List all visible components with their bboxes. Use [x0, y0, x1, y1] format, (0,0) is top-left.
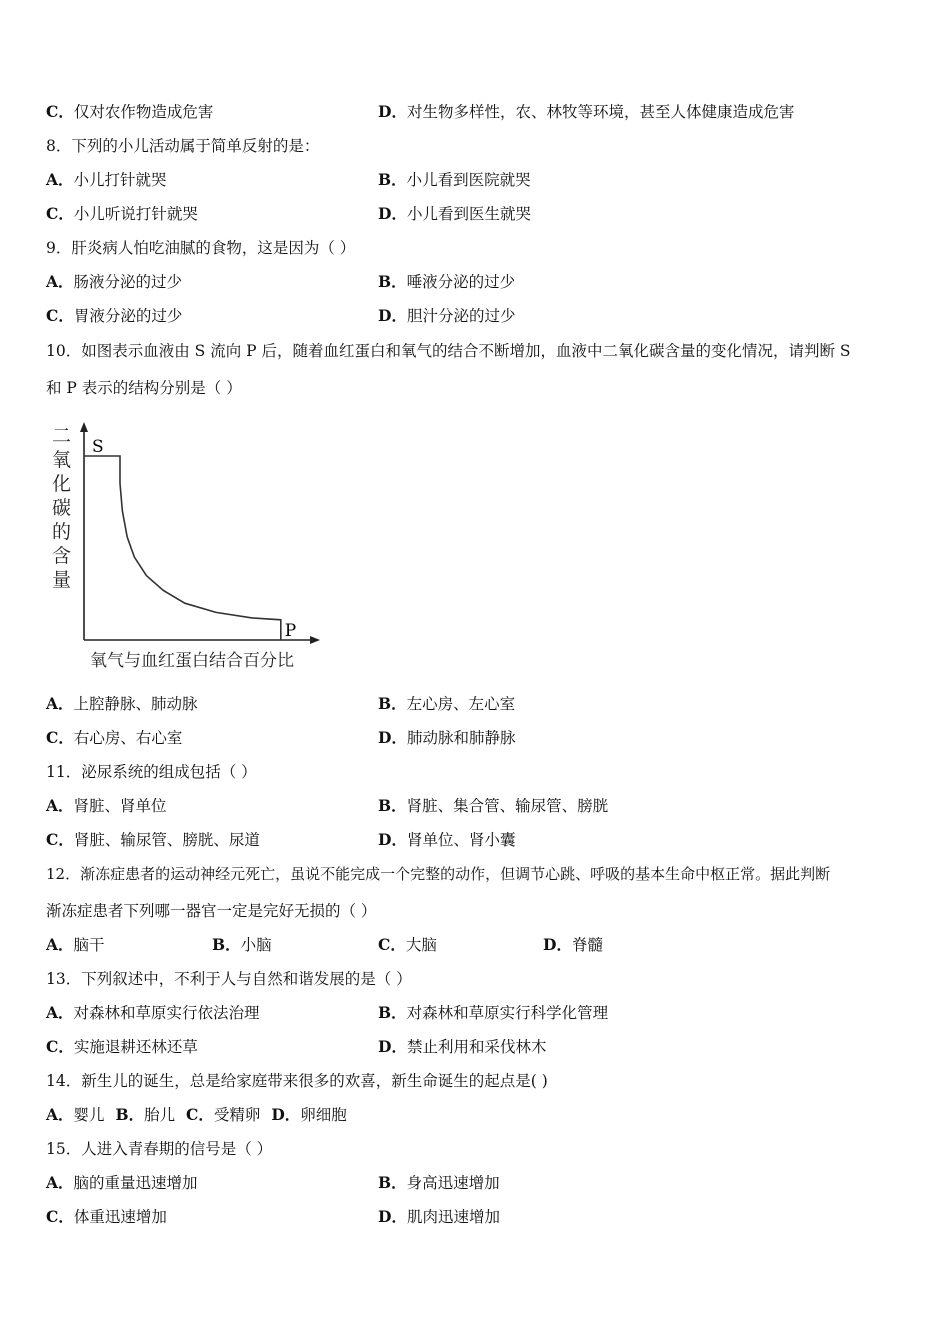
- x-axis-arrow: [310, 636, 320, 644]
- q9-option-d: [378, 306, 515, 326]
- q10-option-c-text: 右心房、右心室: [73, 729, 183, 747]
- q13-option-b: [378, 1003, 608, 1023]
- y-axis-label: [52, 425, 71, 591]
- q12-option-b-label: B．: [212, 935, 241, 954]
- q11-option-d: [378, 830, 515, 850]
- q10-option-b-text: 左心房、左心室: [406, 695, 516, 713]
- q9-option-a-label: A．: [46, 272, 74, 291]
- q13-option-b-label: B．: [378, 1003, 407, 1022]
- y-axis-label-char: 的: [52, 521, 72, 543]
- q15-stem: 15．人进入青春期的信号是（ ）: [46, 1140, 273, 1158]
- co2-curve: [84, 456, 281, 640]
- x-axis-label: 氧气与血红蛋白结合百分比: [90, 651, 294, 671]
- q14-option-c-text: 受精卵: [213, 1106, 261, 1124]
- q9-option-c-text: 胃液分泌的过少: [73, 307, 183, 325]
- q12-option-d-label: D．: [543, 935, 572, 954]
- point-label-p: P: [284, 620, 297, 641]
- q9-option-a-text: 肠液分泌的过少: [73, 273, 183, 291]
- q11-option-c: [46, 830, 260, 850]
- q14-option-d-label: D．: [271, 1105, 301, 1124]
- q7-option-d-label: D．: [378, 102, 407, 121]
- q15-option-c: [46, 1207, 167, 1227]
- q12-option-b-text: 小脑: [240, 936, 272, 954]
- q13-option-c-label: C．: [46, 1037, 74, 1056]
- q11-option-d-text: 肾单位、肾小囊: [406, 831, 516, 849]
- q8-stem: 8．下列的小儿活动属于简单反射的是：: [46, 137, 320, 155]
- q13-option-d-label: D．: [378, 1037, 407, 1056]
- q7-option-c-label: C．: [46, 102, 74, 121]
- q14-option-b-label: B．: [115, 1105, 145, 1124]
- q11-option-c-label: C．: [46, 830, 74, 849]
- q7-option-d: [378, 102, 794, 122]
- q12-option-a-label: A．: [46, 935, 74, 954]
- q11-option-a-text: 肾脏、肾单位: [73, 797, 167, 815]
- q13-option-c: [46, 1037, 198, 1057]
- q10-option-a-text: 上腔静脉、肺动脉: [73, 695, 198, 713]
- q7-option-c-text: 仅对农作物造成危害: [73, 103, 214, 121]
- q10-option-d-text: 肺动脉和肺静脉: [406, 729, 516, 747]
- q10-option-a-label: A．: [46, 694, 74, 713]
- q15-option-c-text: 体重迅速增加: [73, 1208, 167, 1226]
- q13-stem: 13．下列叙述中，不利于人与自然和谐发展的是（ ）: [46, 970, 412, 988]
- q15-option-a-label: A．: [46, 1173, 74, 1192]
- q8-option-a: [46, 170, 167, 190]
- q14-stem: 14．新生儿的诞生，总是给家庭带来很多的欢喜，新生命诞生的起点是( ): [46, 1072, 548, 1090]
- q14-options: [46, 1105, 347, 1125]
- co2-chart: [40, 420, 340, 680]
- q14-option-c-label: C．: [186, 1105, 214, 1124]
- q15-option-b-text: 身高迅速增加: [406, 1174, 500, 1192]
- q14-option-d-text: 卵细胞: [300, 1106, 347, 1124]
- point-label-s: S: [92, 437, 104, 457]
- q13-option-a-label: A．: [46, 1003, 74, 1022]
- y-axis-label-char: 化: [52, 473, 72, 495]
- q10-option-b-label: B．: [378, 694, 407, 713]
- q12-option-c-label: C．: [378, 935, 406, 954]
- q7-option-c: [46, 102, 213, 122]
- q8-option-c-text: 小儿听说打针就哭: [73, 205, 198, 223]
- q8-option-d-label: D．: [378, 204, 407, 223]
- q15-option-d-text: 肌肉迅速增加: [406, 1208, 500, 1226]
- q10-option-a: [46, 694, 198, 714]
- q13-option-c-text: 实施退耕还林还草: [73, 1038, 198, 1056]
- q9-option-c: [46, 306, 182, 326]
- q11-option-a-label: A．: [46, 796, 74, 815]
- q10-option-c-label: C．: [46, 728, 74, 747]
- q13-option-a-text: 对森林和草原实行依法治理: [73, 1004, 260, 1022]
- q12-option-c-text: 大脑: [405, 936, 437, 954]
- q7-option-d-text: 对生物多样性，农、林牧等环境，甚至人体健康造成危害: [406, 103, 795, 121]
- q8-option-a-label: A．: [46, 170, 74, 189]
- q13-option-d-text: 禁止利用和采伐林木: [406, 1038, 547, 1056]
- q15-option-a-text: 脑的重量迅速增加: [73, 1174, 198, 1192]
- y-axis-label-char: 二: [52, 425, 72, 447]
- q8-option-c: [46, 204, 198, 224]
- q12-option-a: [46, 935, 105, 955]
- q12-option-d: [543, 935, 603, 955]
- q15-option-c-label: C．: [46, 1207, 74, 1226]
- q8-option-a-text: 小儿打针就哭: [73, 171, 167, 189]
- q12-option-a-text: 脑干: [73, 936, 105, 954]
- y-axis-label-char: 含: [52, 545, 72, 567]
- q8-option-d-text: 小儿看到医生就哭: [406, 205, 531, 223]
- q9-option-b-label: B．: [378, 272, 407, 291]
- q8-option-b-text: 小儿看到医院就哭: [406, 171, 531, 189]
- y-axis-label-char: 氧: [52, 449, 72, 471]
- q15-option-b-label: B．: [378, 1173, 407, 1192]
- q10-option-c: [46, 728, 182, 748]
- q8-option-b-label: B．: [378, 170, 407, 189]
- q13-option-d: [378, 1037, 546, 1057]
- q8-option-c-label: C．: [46, 204, 74, 223]
- q12-option-d-text: 脊髓: [571, 936, 603, 954]
- q9-option-c-label: C．: [46, 306, 74, 325]
- q11-option-b: [378, 796, 608, 816]
- q11-option-b-label: B．: [378, 796, 407, 815]
- q14-option-b-text: 胎儿: [144, 1106, 176, 1124]
- q13-option-a: [46, 1003, 260, 1023]
- q11-option-d-label: D．: [378, 830, 407, 849]
- q9-option-d-label: D．: [378, 306, 407, 325]
- q13-option-b-text: 对森林和草原实行科学化管理: [406, 1004, 609, 1022]
- q12-stem-line1: 12．渐冻症患者的运动神经元死亡，虽说不能完成一个完整的动作，但调节心跳、呼吸的基本生命中枢正常。据此判断: [46, 865, 831, 883]
- q15-option-a: [46, 1173, 198, 1193]
- q10-stem-line2: 和 P 表示的结构分别是（ ）: [46, 379, 242, 397]
- q11-stem: 11．泌尿系统的组成包括（ ）: [46, 763, 257, 781]
- y-axis-label-char: 碳: [52, 497, 72, 519]
- q11-option-c-text: 肾脏、输尿管、膀胱、尿道: [73, 831, 260, 849]
- q9-stem: 9．肝炎病人怕吃油腻的食物，这是因为（ ）: [46, 239, 356, 257]
- q10-option-b: [378, 694, 515, 714]
- q15-option-d: [378, 1207, 500, 1227]
- q11-option-a: [46, 796, 167, 816]
- q9-option-b-text: 唾液分泌的过少: [406, 273, 516, 291]
- q9-option-a: [46, 272, 182, 292]
- q12-option-b: [212, 935, 272, 955]
- q11-option-b-text: 肾脏、集合管、输尿管、膀胱: [406, 797, 609, 815]
- q8-option-b: [378, 170, 531, 190]
- q10-option-d: [378, 728, 515, 748]
- q12-stem-line2: 渐冻症患者下列哪一器官一定是完好无损的（ ）: [46, 902, 377, 920]
- y-axis-label-char: 量: [52, 569, 72, 591]
- y-axis-arrow: [80, 422, 88, 432]
- q14-option-a-label: A．: [46, 1105, 74, 1124]
- q14-option-a-text: 婴儿: [73, 1106, 105, 1124]
- q9-option-b: [378, 272, 515, 292]
- q10-option-d-label: D．: [378, 728, 407, 747]
- q9-option-d-text: 胆汁分泌的过少: [406, 307, 516, 325]
- q15-option-d-label: D．: [378, 1207, 407, 1226]
- q12-option-c: [378, 935, 437, 955]
- q10-stem-line1: 10．如图表示血液由 S 流向 P 后，随着血红蛋白和氧气的结合不断增加，血液中二氧化碳含量的变化情况，请判断 S: [46, 342, 851, 360]
- q8-option-d: [378, 204, 531, 224]
- q15-option-b: [378, 1173, 500, 1193]
